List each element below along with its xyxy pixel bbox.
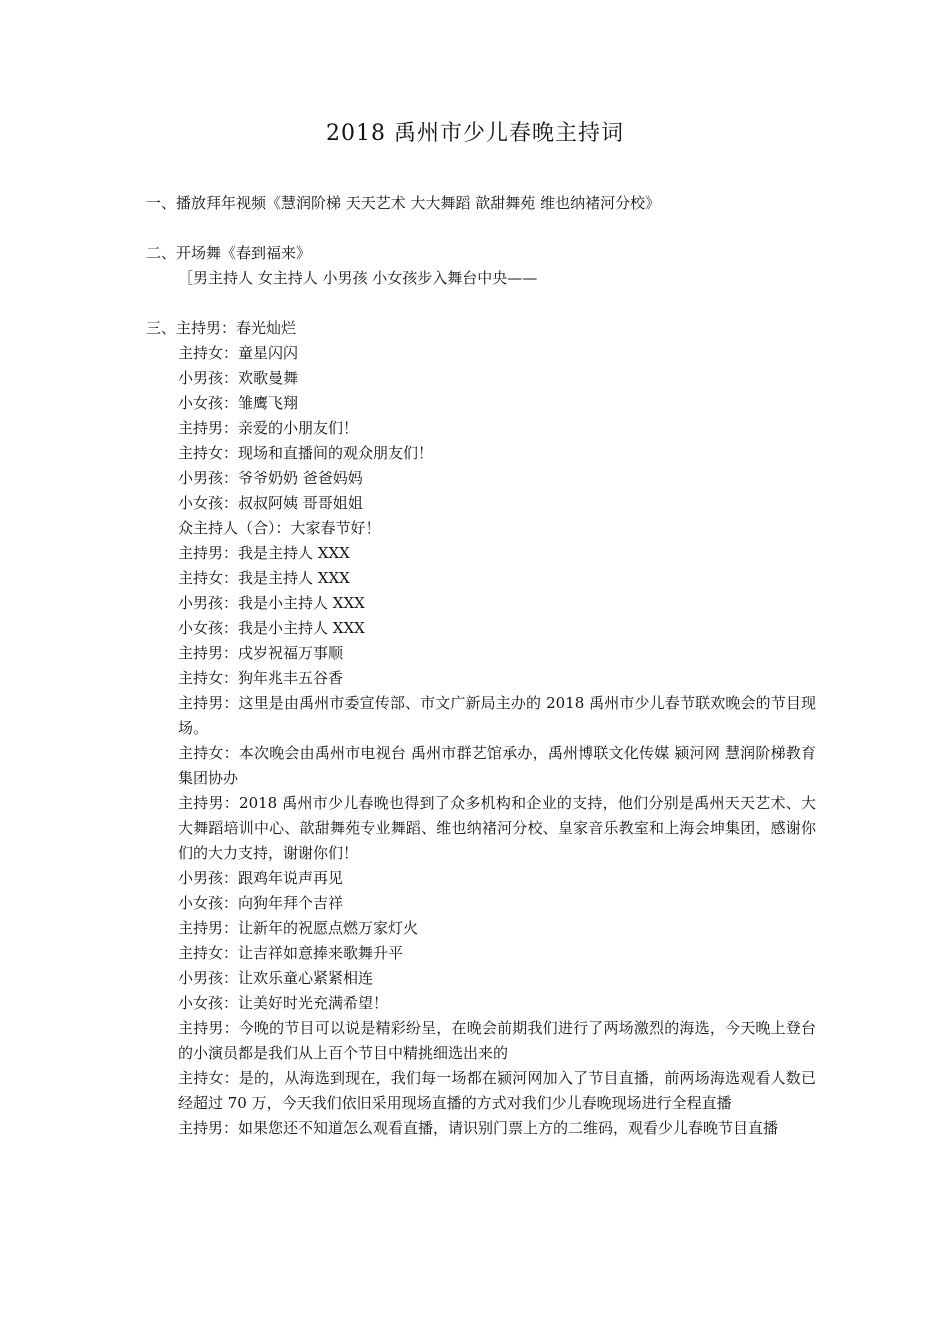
dialogue-line: 小女孩：让美好时光充满希望！ bbox=[178, 994, 389, 1012]
dialogue-paragraph: 主持男：今晚的节目可以说是精彩纷呈，在晚会前期我们进行了两场激烈的海选，今天晚上登台的小演员都是我们从上百个节目中精挑细选出来的 bbox=[178, 1019, 816, 1062]
dialogue-paragraph: 主持女：本次晚会由禹州市电视台 禹州市群艺馆承办，禹州博联文化传媒 颍河网 慧润阶梯教育集团协办 bbox=[178, 744, 816, 787]
dialogue-line: 主持男：亲爱的小朋友们！ bbox=[178, 419, 359, 437]
dialogue-paragraph: 主持男：2018 禹州市少儿春晚也得到了众多机构和企业的支持，他们分别是禹州天天艺术、大大舞蹈培训中心、歆甜舞苑专业舞蹈、维也纳褚河分校、皇家音乐教室和上海会坤集团，感谢你们的大力支持，谢谢你们！ bbox=[178, 794, 816, 862]
dialogue-line: 主持女：让吉祥如意捧来歌舞升平 bbox=[178, 944, 404, 962]
dialogue-paragraph: 主持男：这里是由禹州市委宣传部、市文广新局主办的 2018 禹州市少儿春节联欢晚会的节目现场。 bbox=[178, 694, 816, 737]
dialogue-line: 小男孩：我是小主持人 XXX bbox=[178, 594, 365, 612]
dialogue-line: 小男孩：欢歌曼舞 bbox=[178, 369, 299, 387]
dialogue-line: 主持男：我是主持人 XXX bbox=[178, 544, 350, 562]
dialogue-line: 主持女：我是主持人 XXX bbox=[178, 569, 350, 587]
dialogue-line: 小女孩：雏鹰飞翔 bbox=[178, 394, 299, 412]
document-title: 2018 禹州市少儿春晚主持词 bbox=[326, 121, 624, 146]
dialogue-line: 小女孩：我是小主持人 XXX bbox=[178, 619, 365, 637]
dialogue-paragraph: 主持男：如果您还不知道怎么观看直播，请识别门票上方的二维码，观看少儿春晚节目直播 bbox=[178, 1119, 779, 1137]
dialogue-line: 主持女：狗年兆丰五谷香 bbox=[178, 669, 344, 687]
dialogue-line: 主持男：让新年的祝愿点燃万家灯火 bbox=[178, 919, 419, 937]
dialogue-line: 主持女：现场和直播间的观众朋友们！ bbox=[178, 444, 434, 462]
dialogue-line: 主持女：童星闪闪 bbox=[178, 344, 299, 362]
dialogue-line: 小男孩：让欢乐童心紧紧相连 bbox=[178, 969, 374, 987]
dialogue-line: 众主持人（合）：大家春节好！ bbox=[178, 519, 381, 537]
section-2 bbox=[146, 241, 826, 291]
section-3-heading: 三、主持男：春光灿烂 bbox=[146, 319, 297, 337]
dialogue-paragraph: 主持女：是的，从海选到现在，我们每一场都在颍河网加入了节目直播，前两场海选观看人数已经超过 70 万，今天我们依旧采用现场直播的方式对我们少儿春晚现场进行全程直播 bbox=[178, 1069, 816, 1112]
stage-note: ［男主持人 女主持人 小男孩 小女孩步入舞台中央—— bbox=[178, 269, 538, 287]
dialogue-line: 小女孩：叔叔阿姨 哥哥姐姐 bbox=[178, 494, 363, 512]
dialogue-line: 主持男：戌岁祝福万事顺 bbox=[178, 644, 344, 662]
dialogue-line: 小女孩：向狗年拜个吉祥 bbox=[178, 894, 344, 912]
dialogue-line: 小男孩：爷爷奶奶 爸爸妈妈 bbox=[178, 469, 363, 487]
section-3 bbox=[146, 316, 826, 1141]
section-2-heading: 二、开场舞《春到福来》 bbox=[146, 244, 312, 262]
section-1: 一、播放拜年视频《慧润阶梯 天天艺术 大大舞蹈 歆甜舞苑 维也纳褚河分校》 bbox=[146, 194, 661, 212]
dialogue-line: 小男孩：跟鸡年说声再见 bbox=[178, 869, 344, 887]
